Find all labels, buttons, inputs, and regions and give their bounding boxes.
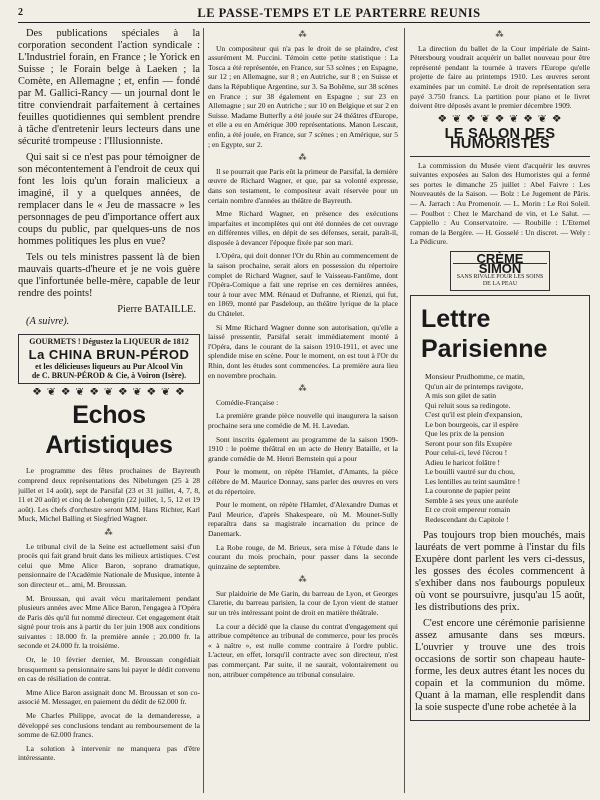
poem-line: Pour celui-ci, levé l'écrou ! (425, 448, 508, 458)
ad-brand: La CHINA BRUN-PÉROD (28, 346, 190, 362)
paragraph: M. Broussan, qui avait vécu maritalement pendant plusieurs années avec Mme Alice Baron, l'engagea à l'Opéra de Paris dès qu'il fut nommé directeur. Cet engagement était signé pour trois ans à partir du 1er juin 1908 aux conditions suivantes : 18.000 fr. la première année ; 20.000 fr. la seconde et 24.000 fr. la troisième. (18, 593, 200, 651)
ad-line: de C. BRUN-PÉROD & Cie, à Voiron (Isère). (31, 371, 187, 381)
page-header (18, 6, 590, 23)
poem-line: Redescendant du Capitole ! (425, 514, 509, 524)
paragraph: Mme Alice Baron assignait donc M. Broussan et son co-associé M. Messager, en paiement du dédit de 62.000 fr. (18, 687, 200, 707)
paragraph: Pour le moment, on répète l'Hamlet, d'Alexandre Dumas et Paul Meurice, d'après Shakespeare, où M. Mounet-Sully reparaîtra dans sa magistrale incarnation du prince de Danemark. (208, 500, 398, 538)
paragraph: Le programme des fêtes prochaines de Bayreuth comprend deux représentations des Nibelungen (25 à 28 juillet et 14 août), sept de Parsifal (23 et 31 juillet, 4, 7, 8, 11 et 20 août) et cinq de Lohengrin (22 juillet, 1, 5, 12 et 19 août). Les chefs d'orchestre seront MM. Hans Richter, Karl Muck, Michel Balling et Siegfried Wagner. (18, 466, 200, 524)
ad-line: SANS RIVALE POUR LES SOINS DE LA PEAU (456, 274, 544, 288)
paragraph: Qui sait si ce n'est pas pour témoigner de son mécontentement à l'endroit de ceux qui font les lois qu'un forain malicieux a imaginé, il y a quelques années, de remplacer dans le « Jeu de massacre » les personnages de peu d'importance offert aux coups du public, par quelques-uns de nos hommes politiques les plus en vue? (18, 152, 200, 247)
asterism: ⁂ (298, 153, 308, 163)
section-heading: Lettre Parisienne (421, 305, 548, 364)
paragraph: La première grande pièce nouvelle qui inaugurera la saison prochaine sera une comédie de M. H. Lavedan. (208, 411, 398, 430)
paragraph: Sont inscrits également au programme de la saison 1909-1910 : le poème théâtral en un acte de Henry Bataille, et la grande comédie de M. Henri Bernstein qui a pour (208, 434, 398, 463)
lettre-parisienne-box (410, 295, 590, 721)
column-divider (203, 28, 204, 793)
paragraph: Mme Richard Wagner, en présence des exécutions imparfaites et incomplètes qui ont été données de cet ouvrage en différentes villes, en dépit de ses défenses, serait, paraît-il, disposée à devancer l'époque fixée par son mari. (208, 209, 398, 247)
paragraph: Des publications spéciales à la corporation secondent l'action syndicale : L'Industriel forain, en France ; le Yorick en Suisse ; le Forain belge à Laeken ; la Comète, en Allemagne ; et, enfin — fondé par M. Gallici-Rancy — un journal dont le titre conviendrait parfaitement à certaines feuilles quotidiennes qui semblent prendre à tâche d'entretenir leurs lecteurs dans une sécurité trompeuse : l'Illusionniste. (18, 28, 200, 147)
ad-line: GOURMETS ! Dégustez la LIQUEUR de 1812 (29, 337, 189, 346)
column-right (410, 28, 590, 796)
poem-line: La couronne de papier peint (425, 486, 511, 496)
ad-line: et les délicieuses liqueurs au Pur Alcool Vin (35, 361, 183, 371)
paragraph: Me Charles Philippe, avocat de la demanderesse, a développé ses conclusions tendant au remboursement de la somme de 62.000 francs. (18, 711, 200, 740)
paragraph: Pour le moment, on répète l'Hamlet, d'Amants, la pièce célèbre de M. Maurice Donnay, sans parler des œuvres en vers et du répertoire. (208, 467, 398, 496)
section-heading: LE SALON DES HUMORISTES (444, 126, 556, 152)
column-left (18, 28, 200, 796)
poem-line: Qui reluit sous sa redingote. (425, 400, 511, 410)
paragraph: Tels ou tels ministres passent là de bien mauvais quarts-d'heure et je ne vois guère que l'infortunée belle-mère, capable de leur rendre des points! (18, 252, 200, 299)
poem-line: Et ce croit empereur romain (425, 505, 511, 515)
paragraph: Sur plaidoirie de Me Garin, du barreau de Lyon, et Georges Claretie, du barreau parisien, la cour de Lyon vient de statuer sur un très intéressant point de droit en matière théâtrale. (208, 588, 398, 618)
paragraph: Il se pourrait que Paris eût la primeur de Parsifal, la dernière œuvre de Richard Wagner, et que, par sa volonté expresse, dans son testament, le compositeur avait réservée pour un certain nombre d'années au théâtre de Bayreuth. (208, 166, 398, 205)
paragraph: Pas toujours trop bien mouchés, mais lauréats de vert pomme à l'instar du fils Exupère dont parlent les vers ci-dessus, les gosses des écoles commencent à s'exhiber dans nos faubourgs populeux où vont se poursuivre, jusqu'au 15 août, les distributions des prix. (415, 530, 585, 614)
poem (425, 372, 585, 524)
asterism: ⁂ (298, 384, 308, 394)
poem-line: Les lentilles au teint saumâtre ! (425, 476, 521, 486)
paragraph: Un compositeur qui n'a pas le droit de se plaindre, c'est assurément M. Puccini. Témoin cette petite statistique : La Tosca a été représentée, en France, sur 53 scènes ; en Espagne, sur 12 ; en Allemagne, sur 8 ; en Autriche, sur 8 ; en Suisse et dans la République Argentine, sur 3. Sa Bohême, sur 38 scènes en France ; sur 38 également en Espagne ; sur 23 en Allemagne ; sur 20 en Autriche ; sur 10 en Belgique et sur 2 en Suisse. Madame Butterfly a été jouée sur 24 théâtres d'Europe, et elle a eu en Amérique 300 représentations. Manon Lescaut, enfin, a été jouée, en France, sur 7 scènes ; en Amérique, sur 5 ; en Egypte, sur 2. (208, 43, 398, 149)
ornament-divider: ❖ ❦ ❖ ❦ ❖ ❦ ❖ ❦ ❖ (437, 114, 563, 125)
paragraph: La Robe rouge, de M. Brieux, sera mise à l'étude dans le courant du mois prochain, pour passer dans la seconde quinzaine de septembre. (208, 542, 398, 571)
poem-line: Seront pour son fils Exupère (425, 438, 512, 448)
page-number: 2 (18, 7, 23, 18)
poem-line: Le bon bourgeois, car il espère (425, 419, 519, 429)
paragraph: La direction du ballet de la Cour impériale de Saint-Pétersbourg voudrait acquérir un ballet nouveau pour être représenté pendant la tournée à travers l'Europe qu'elle projette de faire au printemps 1910. Les œuvres seront examinées par un comité. Le droit de représentation sera payé 3.750 francs. La partition pour piano et le livret doivent être déposés avant le premier décembre 1909. (410, 43, 590, 111)
advertisement-creme-simon (450, 251, 550, 291)
paragraph: La solution à intervenir ne manquera pas d'être intéressante. (18, 743, 200, 763)
poem-line: C'est qu'il est plein d'expansion, (425, 410, 523, 420)
poem-line: Que les prix de la pension (425, 429, 505, 439)
journal-title: LE PASSE-TEMPS ET LE PARTERRE REUNIS (197, 6, 481, 20)
poem-line: A mis son gilet de satin (425, 391, 497, 401)
asterism: ⁂ (298, 30, 308, 39)
advertisement-china (18, 334, 200, 384)
poem-line: Semble à ses yeux une auréole (425, 495, 518, 505)
paragraph: Or, le 10 février dernier, M. Broussan congédiait brusquement sa pensionnaire sans lui payer le dédit convenu en cas de résiliation de contrat. (18, 655, 200, 684)
paragraph: La commission du Musée vient d'acquérir les œuvres suivantes exposées au Salon des Humoristes qui a fermé ses portes le dimanche 25 juillet : Abel Faivre : Les Nouveautés de la Saison. — Bolz : Le Jugement de Pâris. — A. Jarrach : Au Promenoir. — L. Morin : Le Roi Soleil. — Poulbot : Chez le Marchand de vin, et Le Salut. — Cappiello : Au Conservatoire. — Roubille : L'Eternel roman de la Bergère. — H. Gosselé : Un discret. — Wely : La Pédicure. (410, 160, 590, 247)
paragraph: C'est encore une cérémonie parisienne assez amusante dans ses mœurs. L'ouvrier y trouve une des trois occasions de sortir son chapeau haute-forme, les deux autres étant les noces du copain et la communion du môme. Quant à la maman, elle resplendit dans la soie suspecte d'une robe achetée à la (415, 618, 585, 714)
paragraph: L'Opéra, qui doit donner l'Or du Rhin au commencement de la saison prochaine, serait alors en possession du répertoire complet de Richard Wagner, sauf le Vaisseau-Fantôme, dont l'Opéra-Comique a fait une reprise en ces dernières années, tour à tour avec MM. Rénaud et Dufranne, et Rienzi, qui fut, en 1869, monté par Pasdeloup, au théâtre lyrique de la place du Châtelet. (208, 251, 398, 319)
to-be-continued: (A suivre). (26, 316, 70, 327)
asterism: ⁂ (298, 575, 308, 585)
section-heading: Echos Artistiques (45, 401, 173, 460)
paragraph: Si Mme Richard Wagner donne son autorisation, qu'elle a laissé pressentir, Parsifal serait immédiatement monté à l'Opéra, dans le courant de la saison 1910-1911, et avec une splendide mise en scène. Pour le moment, on est tout à l'Or du Rhin, dont les études sont commencées. La première aura lieu en novembre prochain. (208, 322, 398, 380)
column-divider (404, 28, 405, 793)
poem-line: Monsieur Prudhomme, ce matin, (425, 372, 525, 382)
ad-brand: SIMON (478, 261, 522, 277)
divider (410, 156, 590, 157)
paragraph: Le tribunal civil de la Seine est actuellement saisi d'un procès qui fait grand bruit dans les milieux artistiques. C'est celui que Mme Alice Baron, soprano dramatique, pensionnaire de l'Académie Nationale de Musique, intente à son directeur et... ami, M. Broussan. (18, 541, 200, 589)
poem-line: Qu'un air de printemps ravigote, (425, 381, 524, 391)
asterism: ⁂ (104, 527, 114, 537)
poem-line: Le bouilli vautré sur du chou, (425, 467, 515, 477)
ornament-divider: ❖ ❦ ❖ ❦ ❖ ❦ ❖ ❦ ❖ ❦ ❖ (32, 387, 186, 398)
poem-line: Adieu le haricot folâtre ! (425, 457, 501, 467)
author-signature: Pierre BATAILLE. (117, 304, 196, 315)
paragraph: Comédie-Française : (216, 397, 279, 407)
ad-brand: CRÈME (453, 254, 547, 265)
asterism: ⁂ (495, 30, 505, 39)
column-middle (208, 28, 398, 796)
paragraph: La cour a décidé que la clause du contrat d'engagement qui attribue compétence au tribunal de commerce, pour les procès « à naître », est nulle comme contraire à l'ordre public. L'acteur, en effet, lorsqu'il contracte avec son directeur, n'est pas commerçant. Par suite, il ne saurait, volontairement ou non, attribuer compétence au tribunal consulaire. (208, 621, 398, 679)
